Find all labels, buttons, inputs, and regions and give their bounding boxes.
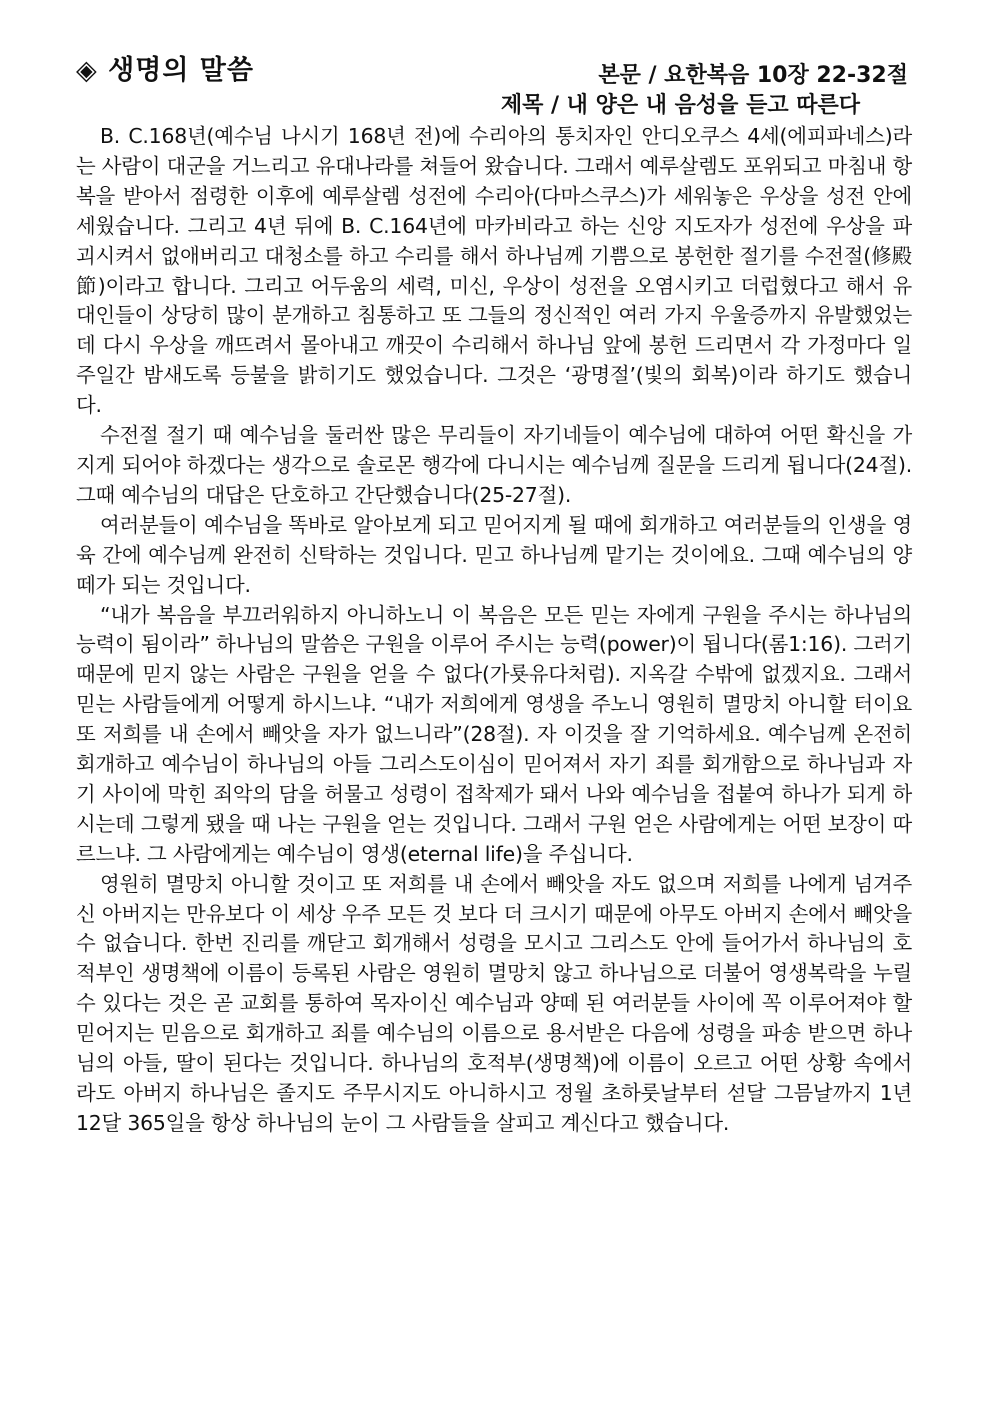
paragraph: 수전절 절기 때 예수님을 둘러싼 많은 무리들이 자기네들이 예수님에 대하여 어떤 확신을 가지게 되어야 하겠다는 생각으로 솔로몬 행각에 다니시는 예수님께 질문을 드리게 됩니다(24절). 그때 예수님의 대답은 단호하고 간단했습니다(25-27절).: [76, 423, 912, 507]
sermon-body: [76, 122, 912, 1139]
scripture-reference: 본문 / 요한복음 10장 22-32절: [598, 63, 908, 88]
paragraph: 여러분들이 예수님을 똑바로 알아보게 되고 믿어지게 될 때에 회개하고 여러분들의 인생을 영육 간에 예수님께 완전히 신탁하는 것입니다. 믿고 하나님께 맡기는 것이에요. 그때 예수님의 양떼가 되는 것입니다.: [76, 512, 912, 597]
paragraph: B. C.168년(예수님 나시기 168년 전)에 수리아의 통치자인 안디오쿠스 4세(에피파네스)라는 사람이 대군을 거느리고 유대나라를 쳐들어 왔습니다. 그래서 예루살렘도 포위되고 마침내 항복을 받아서 점령한 이후에 예루살렘 성전에 수리아(다마스쿠스)가 세워놓은 우상을 성전 안에 세웠습니다. 그리고 4년 뒤에 B. C.164년에 마카비라고 하는 신앙 지도자가 성전에 우상을 파괴시켜서 없애버리고 대청소를 하고 수리를 해서 하나님께 기쁨으로 봉헌한 절기를 수전절(修殿節)이라고 합니다. 그리고 어두움의 세력, 미신, 우상이 성전을 오염시키고 더럽혔다고 해서 유대인들이 상당히 많이 분개하고 침통하고 또 그들의 정신적인 여러 가지 우울증까지 유발했었는데 다시 우상을 깨뜨려서 몰아내고 깨끗이 수리해서 하나님 앞에 봉헌 드리면서 각 가정마다 일주일간 밤새도록 등불을 밝히기도 했었습니다. 그것은 ‘광명절’(빛의 회복)이라 하기도 했습니다.: [76, 124, 912, 418]
paragraph: “내가 복음을 부끄러워하지 아니하노니 이 복음은 모든 믿는 자에게 구원을 주시는 하나님의 능력이 됨이라” 하나님의 말씀은 구원을 이루어 주시는 능력(power)이 됩니다(롬1:16). 그러기 때문에 믿지 않는 사람은 구원을 얻을 수 없다(가룟유다처럼). 지옥갈 수밖에 없겠지요. 그래서 믿는 사람들에게 어떻게 하시느냐. “내가 저희에게 영생을 주노니 영원히 멸망치 아니할 터이요 또 저희를 내 손에서 빼앗을 자가 없느니라”(28절). 자 이것을 잘 기억하세요. 예수님께 온전히 회개하고 예수님이 하나님의 아들 그리스도이심이 믿어져서 자기 죄를 회개함으로 하나님과 자기 사이에 막힌 죄악의 담을 허물고 성령이 접착제가 돼서 나와 예수님을 접붙여 하나가 되게 하시는데 그렇게 됐을 때 나는 구원을 얻는 것입니다. 그래서 구원 얻은 사람에게는 어떤 보장이 따르느냐. 그 사람에게는 예수님이 영생(eternal life)을 주십니다.: [76, 602, 912, 866]
sermon-subject: 제목 / 내 양은 내 음성을 듣고 따른다: [500, 93, 860, 118]
column-title: ◈ 생명의 말씀: [76, 55, 254, 86]
paragraph: 영원히 멸망치 아니할 것이고 또 저희를 내 손에서 빼앗을 자도 없으며 저희를 나에게 넘겨주신 아버지는 만유보다 이 세상 우주 모든 것 보다 더 크시기 때문에 아무도 아버지 손에서 빼앗을 수 없습니다. 한번 진리를 깨닫고 회개해서 성령을 모시고 그리스도 안에 들어가서 하나님의 호적부인 생명책에 이름이 등록된 사람은 영원히 멸망치 않고 하나님으로 더불어 영생복락을 누릴 수 있다는 것은 곧 교회를 통하여 목자이신 예수님과 양떼 된 여러분들 사이에 꼭 이루어져야 할 믿어지는 믿음으로 회개하고 죄를 예수님의 이름으로 용서받은 다음에 성령을 파송 받으면 하나님의 아들, 딸이 된다는 것입니다. 하나님의 호적부(생명책)에 이름이 오르고 어떤 상황 속에서라도 아버지 하나님은 졸지도 주무시지도 아니하시고 정월 초하룻날부터 섣달 그믐날까지 1년 12달 365일을 항상 하나님의 눈이 그 사람들을 살피고 계신다고 했습니다.: [76, 871, 912, 1135]
